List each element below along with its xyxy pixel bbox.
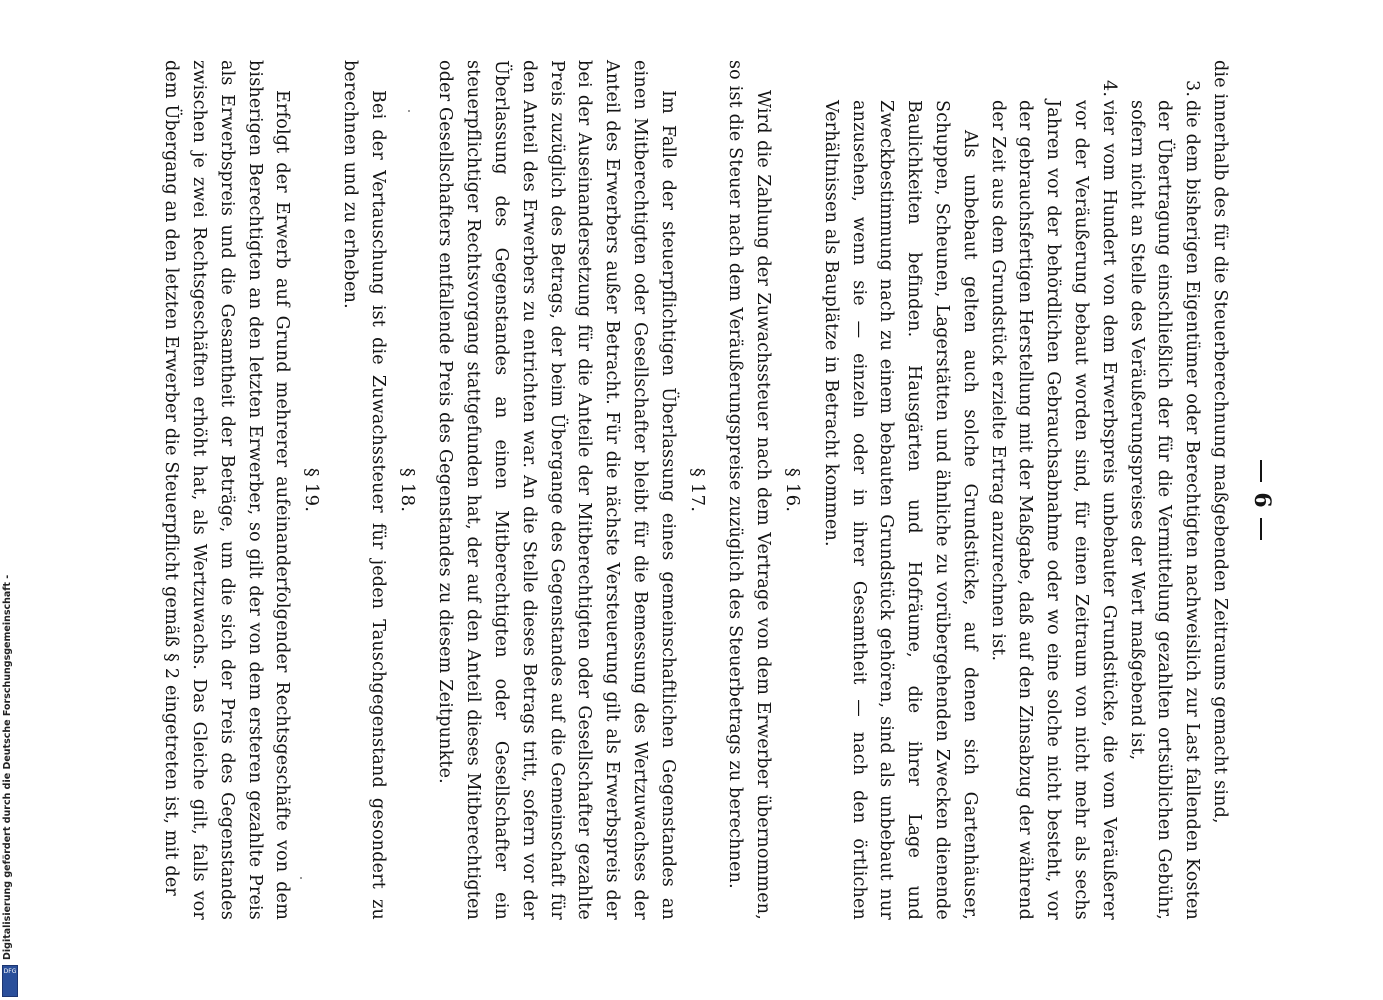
section-heading: § 16. <box>782 467 804 513</box>
list-item-number: 3. <box>1182 80 1203 98</box>
scan-speck <box>300 877 302 879</box>
dfg-logo-icon <box>2 965 18 997</box>
page-number-dash-right <box>1260 518 1262 540</box>
section-heading: § 18. <box>396 467 418 513</box>
paragraph: Erfolgt der Erwerb auf Grund mehrerer aufeinanderfolgender Rechtsgeschäfte von dem bisherigen Berechtigten an den letzten Erwerber, so gilt der von dem ersteren gezahlte Preis als Erwerbspreis und die Gesamtheit der Beträge, um die sich der Preis des Gegenstandes zwischen je zwei Rechtsgeschäften erhöht hat, als Wertzuwachs. Das Gleiche gilt, falls vor dem Übergang an den letzten Erwerber die Steuerpflicht gemäß § 2 eingetreten ist, mit der <box>161 60 293 920</box>
paragraph: Bei der Vertauschung ist die Zuwachssteuer für jeden Tauschgegenstand gesondert zu berechnen und zu erheben. <box>340 60 388 920</box>
section-heading: § 19. <box>301 467 323 513</box>
page-body <box>157 60 1233 920</box>
credit-text: Digitalisierung gefördert durch die Deutsche Forschungsgemeinschaft - <box>2 574 13 960</box>
list-item <box>983 60 1122 920</box>
paragraph: Wird die Zahlung der Zuwachssteuer nach dem Vertrage von dem Erwerber übernommen, so ist die Steuer nach dem Veräußerungspreise zuzüglich des Steuerbetrags zu berechnen. <box>725 60 774 920</box>
paragraph: Als unbebaut gelten auch solche Grundstücke, auf denen sich Gartenhäuser, Schuppen, Scheunen, Lagerstätten und ähnliche zu vorübergehenden Zwecken dienende Baulichkeiten befinden. Hausgärten und Hofräume, die ihrer Lage und Zweckbestimmung nach zu einem bebauten Grundstück gehören, sind als unbebaut nur anzusehen, wenn sie — einzeln oder in ihrer Gesamtheit — nach den örtlichen Verhältnissen als Bauplätze in Betracht kommen. <box>820 100 980 920</box>
page-number-value: 6 <box>1249 492 1275 508</box>
section-heading: § 17. <box>686 467 708 513</box>
dfg-logo-text: DFG <box>3 968 17 975</box>
scan-speck <box>408 110 410 112</box>
list-item-text: vier vom Hundert von dem Erwerbspreis unbebauter Grundstücke, die vom Veräußerer vor der Veräußerung bebaut worden sind, für einen Zeitraum von nicht mehr als sechs Jahren vor der behördlichen Gebrauchsabnahme oder wo eine solche nicht besteht, vor der gebrauchsfertigen Herstellung mit der Maßgabe, daß auf den Zinsabzug der während der Zeit aus dem Grundstück erzielte Ertrag anzurechnen ist. <box>987 100 1119 920</box>
continued-text: die innerhalb des für die Steuerberechnung maßgebenden Zeitraums gemacht sind, <box>1210 60 1230 824</box>
list-item-text: die dem bisherigen Eigentümer oder Berechtigten nachweislich zur Last fallenden Kosten der Übertragung einschließlich der für die Vermittelung gezahlten ortsüblichen Gebühr, sofern nicht an Stelle des Veräußerungspreises der Wert maßgebend ist, <box>1126 100 1203 920</box>
list-item <box>1122 60 1205 920</box>
digitization-credit <box>0 0 20 1000</box>
list-item-number: 4. <box>1098 80 1119 98</box>
page-number-dash-left <box>1260 460 1262 482</box>
paragraph: Im Falle der steuerpflichtigen Überlassung eines gemeinschaftlichen Gegenstandes an einen Mitberechtigten oder Gesellschafter bleibt für die Bemessung des Wertzuwachses der Anteil des Erwerbers außer Betracht. Für die nächste Versteuerung gilt als Erwerbspreis der bei der Auseinandersetzung für die Anteile der Mitberechtigten oder Gesellschafter gezahlte Preis zuzüglich des Betrags, der beim Übergange des Gegenstandes auf die Gemeinschaft für den Anteil des Erwerbers zu entrichten war. An die Stelle dieses Betrags tritt, sofern vor der Überlassung des Gegenstandes an einen Mitberechtigten oder Gesellschafter ein steuerpflichtiger Rechtsvorgang stattgefunden hat, der auf den Anteil dieses Mitberechtigten oder Gesellschafters entfallende Preis des Gegenstandes zu diesem Zeitpunkte. <box>435 60 678 920</box>
page-number <box>1249 0 1275 1000</box>
